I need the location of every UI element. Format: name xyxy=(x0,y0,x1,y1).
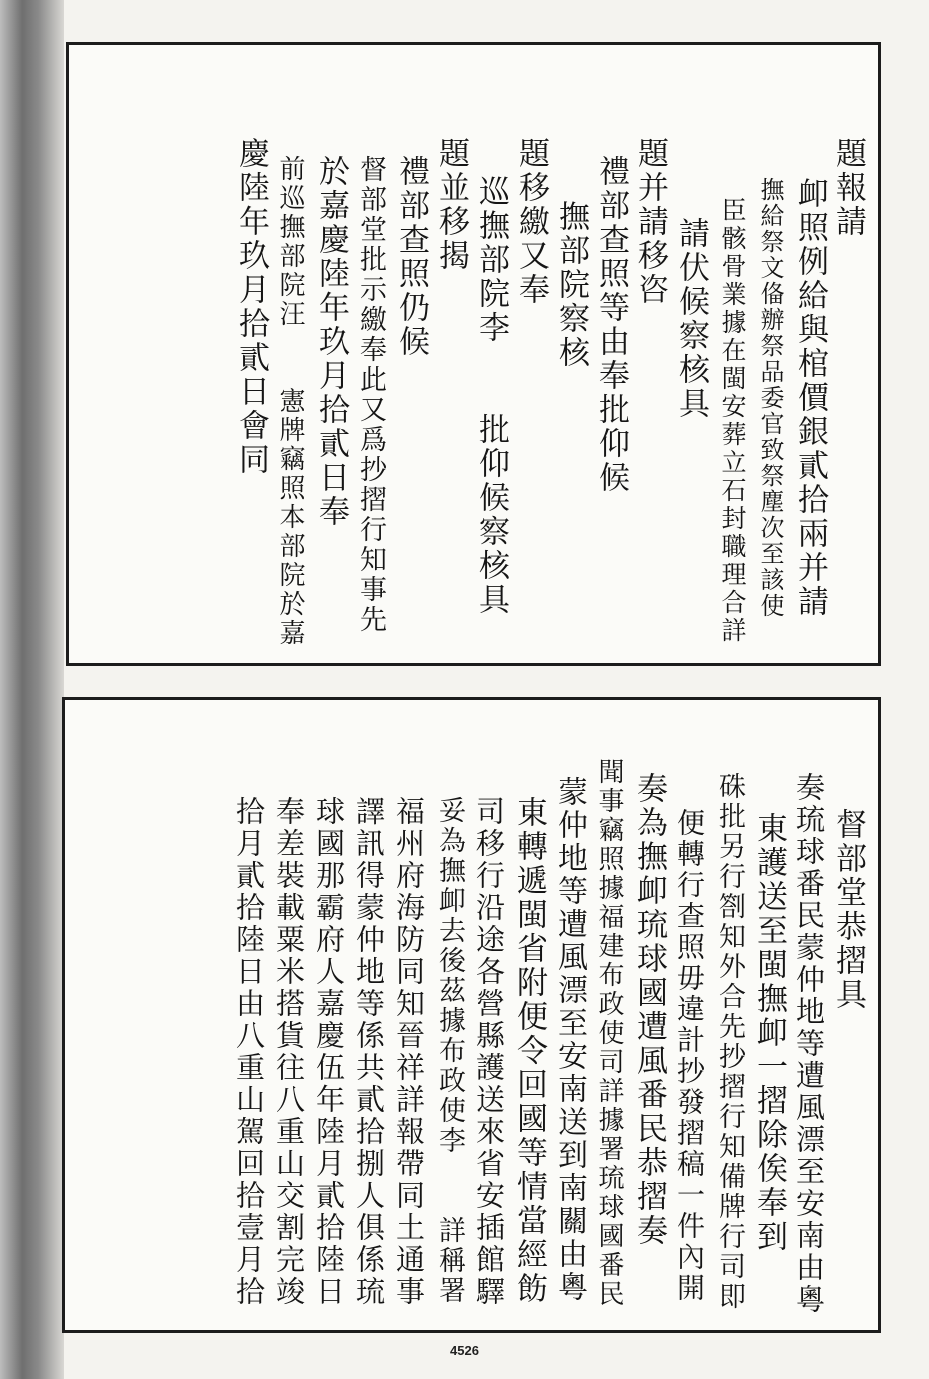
text-column: 題並移揭 xyxy=(433,137,469,273)
text-column: 福州府海防同知晉祥詳報帶同土通事 xyxy=(392,796,426,1308)
text-column: 臣骸骨業據在閩安葬立石封職理合詳 xyxy=(718,197,747,645)
text-column: 司移行沿途各營縣護送來省安插館驛 xyxy=(472,796,506,1308)
text-column: 奏為撫卹琉球國遭風番民恭摺奏 xyxy=(631,772,667,1248)
text-column: 蒙仲地等遭風漂至安南送到南關由粵 xyxy=(552,776,587,1304)
text-column: 題移繳又奉 xyxy=(513,137,549,307)
text-column: 奏琉球番民蒙仲地等遭風漂至安南由粵 xyxy=(792,772,826,1316)
text-column: 撫給祭文俻辦祭品委官致祭塵次至該使 xyxy=(756,177,784,619)
text-column: 球國那霸府人嘉慶伍年陸月貳拾陸日 xyxy=(312,796,346,1308)
book-binding-shadow xyxy=(0,0,64,1379)
text-column: 拾月貳拾陸日由八重山駕回拾壹月拾 xyxy=(232,796,266,1308)
text-column: 慶陸年玖月拾貳日會同 xyxy=(233,137,269,477)
text-column: 硃批另行劄知外合先抄摺行知備牌行司即 xyxy=(714,772,745,1312)
text-column: 禮部查照等由奉批仰候 xyxy=(593,155,629,495)
text-column: 禮部查照仍候 xyxy=(393,155,429,359)
text-column: 東轉遞閩省附便令回國等情當經飭 xyxy=(511,796,547,1306)
text-column: 督部堂恭摺具 xyxy=(830,808,866,1012)
text-column: 請伏候察核具 xyxy=(673,217,709,421)
text-column: 於嘉慶陸年玖月拾貳日奉 xyxy=(313,155,349,529)
text-column: 東護送至閩撫卹一摺除俟奉到 xyxy=(751,812,787,1254)
text-column: 前巡撫部院汪 憲牌竊照本部院於嘉 xyxy=(275,155,305,648)
text-column: 便轉行查照毋違計抄發摺稿一件內開 xyxy=(673,808,706,1304)
text-column: 督部堂批示繳奉此又爲抄摺行知事先 xyxy=(355,155,386,635)
text-column: 題報請 xyxy=(830,137,866,239)
text-column: 奉差裝載粟米搭貨往八重山交割完竣 xyxy=(272,796,306,1308)
text-column: 卹照例給與棺價銀貳拾兩并請 xyxy=(792,177,828,619)
text-column: 巡撫部院李 批仰候察核具 xyxy=(473,175,509,617)
text-column: 撫部院察核 xyxy=(553,200,589,370)
text-column: 題并請移咨 xyxy=(632,137,668,307)
document-panel-bottom xyxy=(62,697,881,1333)
text-column: 妥為撫卹去後茲據布政使李 詳稱署 xyxy=(434,796,465,1306)
text-column: 聞事竊照據福建布政使司詳據署琉球國番民 xyxy=(594,758,624,1309)
document-panel-top xyxy=(66,42,881,666)
page-number: 4526 xyxy=(450,1343,479,1358)
text-column: 譯訊得蒙仲地等係共貳拾捌人俱係琉 xyxy=(352,796,386,1308)
